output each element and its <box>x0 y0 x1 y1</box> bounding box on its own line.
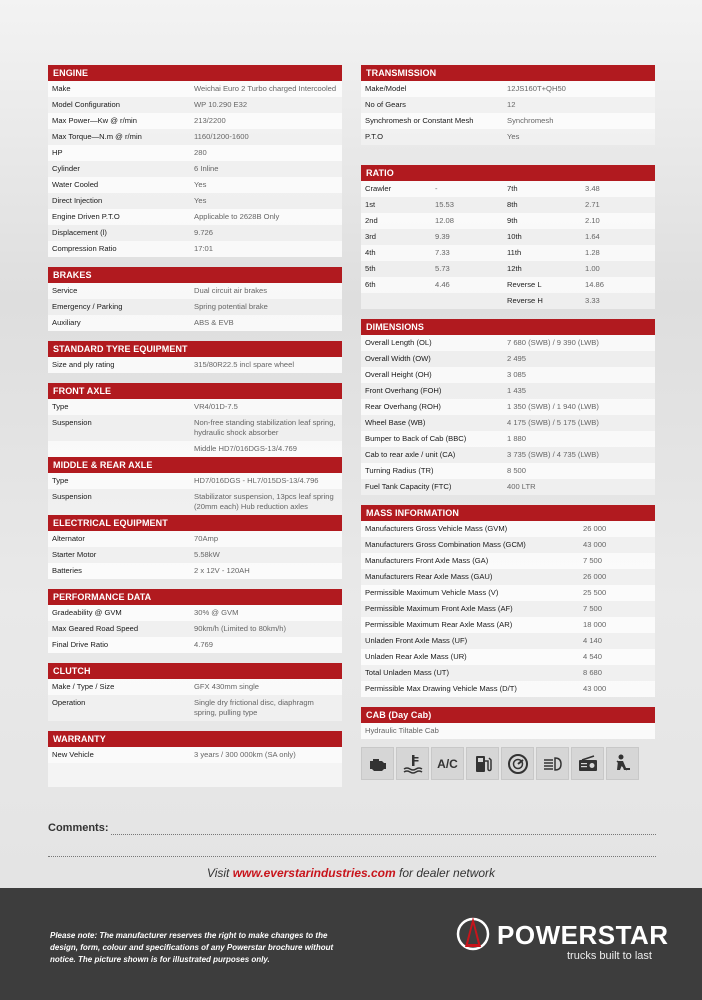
spec-row <box>361 213 655 229</box>
section-header: CLUTCH <box>48 663 342 679</box>
spec-label: Type <box>52 402 69 411</box>
section-rows <box>361 181 655 309</box>
spec-row <box>48 241 342 257</box>
spec-row <box>48 209 342 225</box>
spec-value: 400 LTR <box>507 482 536 491</box>
spec-row <box>361 335 655 351</box>
spec-label: Displacement (l) <box>52 228 107 237</box>
spec-label: Make <box>52 84 71 93</box>
ratio-value: 4.46 <box>435 280 450 289</box>
engine-icon <box>361 747 394 780</box>
spec-row <box>48 747 342 763</box>
section-rows <box>48 399 342 457</box>
spec-row <box>48 97 342 113</box>
spec-label: Wheel Base (WB) <box>365 418 426 427</box>
ratio-value: 3.33 <box>585 296 600 305</box>
spec-row <box>48 399 342 415</box>
spec-label: Bumper to Back of Cab (BBC) <box>365 434 467 443</box>
engine-section <box>48 65 342 257</box>
spec-row <box>361 277 655 293</box>
spec-value: GFX 430mm single <box>194 682 259 691</box>
section-rows <box>361 521 655 697</box>
spec-label: Unladen Rear Axle Mass (UR) <box>365 652 467 661</box>
spec-row <box>48 605 342 621</box>
tyre-section <box>48 341 342 373</box>
ratio-gear-label: 2nd <box>365 216 378 225</box>
warranty-section <box>48 731 342 787</box>
spec-row <box>48 563 342 579</box>
section-rows <box>361 81 655 145</box>
section-header: DIMENSIONS <box>361 319 655 335</box>
spec-label: Permissible Maximum Vehicle Mass (V) <box>365 588 499 597</box>
ratio-value: 1.28 <box>585 248 600 257</box>
spec-value: 90km/h (Limited to 80km/h) <box>194 624 287 633</box>
feature-icons <box>361 747 655 780</box>
dimensions-section <box>361 319 655 495</box>
spec-label: P.T.O <box>365 132 384 141</box>
spec-label: Permissible Max Drawing Vehicle Mass (D/T) <box>365 684 517 693</box>
spec-value: 7 500 <box>583 604 603 613</box>
spec-row <box>48 637 342 653</box>
spec-row <box>48 473 342 489</box>
spec-value: 8 680 <box>583 668 603 677</box>
spec-value: 2 495 <box>507 354 527 363</box>
section-header: STANDARD TYRE EQUIPMENT <box>48 341 342 357</box>
fuel-icon <box>466 747 499 780</box>
spec-value: ABS & EVB <box>194 318 234 327</box>
spec-row <box>48 441 342 457</box>
headlight-icon <box>536 747 569 780</box>
section-rows <box>48 605 342 653</box>
spec-value: Yes <box>507 132 520 141</box>
spec-row <box>48 225 342 241</box>
spec-row <box>361 113 655 129</box>
spec-row <box>48 415 342 441</box>
comments-line <box>111 834 656 835</box>
spec-value: 43 000 <box>583 684 607 693</box>
section-rows <box>48 283 342 331</box>
ratio-gear-label: Crawler <box>365 184 392 193</box>
section-header: MIDDLE & REAR AXLE <box>48 457 342 473</box>
ratio-value: 9.39 <box>435 232 450 241</box>
spec-value: Middle HD7/016DGS-13/4.769 <box>194 444 297 453</box>
spec-row <box>48 145 342 161</box>
brand-name: POWERSTAR <box>497 920 669 950</box>
spec-value: 26 000 <box>583 572 607 581</box>
spec-row <box>361 197 655 213</box>
spec-row <box>48 547 342 563</box>
spec-label: Alternator <box>52 534 85 543</box>
ratio-value: 1.64 <box>585 232 600 241</box>
spec-label: Max Geared Road Speed <box>52 624 139 633</box>
section-header: RATIO <box>361 165 655 181</box>
spec-label: Suspension <box>52 492 92 501</box>
spec-row <box>361 723 655 739</box>
spec-label: Cylinder <box>52 164 80 173</box>
spec-row <box>361 463 655 479</box>
spec-row <box>48 193 342 209</box>
section-rows <box>48 473 342 515</box>
spec-value: 1 435 <box>507 386 527 395</box>
spec-row <box>48 315 342 331</box>
spec-value: Weichai Euro 2 Turbo charged Intercooled <box>194 84 337 93</box>
spec-row <box>48 621 342 637</box>
ratio-gear-label: 6th <box>365 280 376 289</box>
spec-row <box>48 177 342 193</box>
ratio-value: 2.10 <box>585 216 600 225</box>
spec-value: 1160/1200-1600 <box>194 132 249 141</box>
spec-value: 213/2200 <box>194 116 226 125</box>
performance-section <box>48 589 342 653</box>
ratio-gear-label: Reverse H <box>507 296 543 305</box>
spec-label: Compression Ratio <box>52 244 117 253</box>
ratio-gear-label <box>361 294 435 308</box>
section-header: PERFORMANCE DATA <box>48 589 342 605</box>
spec-row <box>361 617 655 633</box>
spec-label: Type <box>52 476 69 485</box>
spec-label: HP <box>52 148 63 157</box>
spec-row <box>361 665 655 681</box>
spec-label: Synchromesh or Constant Mesh <box>365 116 474 125</box>
radio-icon <box>571 747 604 780</box>
spec-row <box>361 367 655 383</box>
ratio-value: 14.86 <box>585 280 605 289</box>
spec-label: Front Overhang (FOH) <box>365 386 442 395</box>
spec-value: Hydraulic Tiltable Cab <box>365 726 439 735</box>
spec-value: 4 140 <box>583 636 603 645</box>
spec-value: Yes <box>194 180 207 189</box>
section-header: FRONT AXLE <box>48 383 342 399</box>
tachometer-icon <box>501 747 534 780</box>
section-rows <box>48 531 342 579</box>
ratio-gear-label: 11th <box>507 248 522 257</box>
spec-value: 12JS160T+QH50 <box>507 84 566 93</box>
spec-label: Final Drive Ratio <box>52 640 109 649</box>
spec-row <box>361 479 655 495</box>
spec-label: No of Gears <box>365 100 406 109</box>
section-header: ENGINE <box>48 65 342 81</box>
spec-label: Cab to rear axle / unit (CA) <box>365 450 456 459</box>
spec-row <box>361 351 655 367</box>
spec-value: 18 000 <box>583 620 607 629</box>
spec-label: Make/Model <box>365 84 407 93</box>
spec-row <box>361 383 655 399</box>
spec-row <box>361 585 655 601</box>
section-header: TRANSMISSION <box>361 65 655 81</box>
ratio-gear-label: Reverse L <box>507 280 542 289</box>
spec-value: Applicable to 2628B Only <box>194 212 280 221</box>
section-header: BRAKES <box>48 267 342 283</box>
spec-label: New Vehicle <box>52 750 94 759</box>
spec-row <box>361 649 655 665</box>
section-rows <box>361 723 655 739</box>
spec-value: 70Amp <box>194 534 219 543</box>
spec-value: HD7/016DGS - HL7/015DS-13/4.796 <box>194 476 319 485</box>
brand-tagline: trucks built to last <box>567 950 652 962</box>
ratio-gear-label: 8th <box>507 200 518 209</box>
spec-label: Manufacturers Front Axle Mass (GA) <box>365 556 489 565</box>
spec-label: Total Unladen Mass (UT) <box>365 668 449 677</box>
spec-row <box>361 293 655 309</box>
spec-value: Synchromesh <box>507 116 554 125</box>
right-column <box>361 65 655 780</box>
spec-value: Spring potential brake <box>194 302 268 311</box>
clutch-section <box>48 663 342 721</box>
air-conditioning-icon: A/C <box>431 747 464 780</box>
spec-value: Dual circuit air brakes <box>194 286 268 295</box>
disclaimer-note: Please note: The manufacturer reserves the right to make changes to the design, form, colour and specifications of any Powerstar brochure without notice. The picture shown is for illustrated purposes only. <box>50 931 334 964</box>
spec-label: Size and ply rating <box>52 360 115 369</box>
spec-label: Fuel Tank Capacity (FTC) <box>365 482 452 491</box>
spec-label: Max Torque—N.m @ r/min <box>52 132 142 141</box>
spec-row <box>361 569 655 585</box>
spec-label: Overall Length (OL) <box>365 338 432 347</box>
spec-value: Yes <box>194 196 207 205</box>
rear-axle-section <box>48 457 342 515</box>
spec-value: 280 <box>194 148 207 157</box>
ratio-value: 5.73 <box>435 264 450 273</box>
spec-label: Water Cooled <box>52 180 99 189</box>
ratio-value: - <box>435 184 438 193</box>
ratio-gear-label: 9th <box>507 216 518 225</box>
spec-row <box>361 633 655 649</box>
spec-label: Gradeability @ GVM <box>52 608 122 617</box>
ratio-section <box>361 165 655 309</box>
electrical-section <box>48 515 342 579</box>
spec-value: 4 175 (SWB) / 5 175 (LWB) <box>507 418 599 427</box>
coolant-temperature-icon <box>396 747 429 780</box>
ratio-value: 12.08 <box>435 216 455 225</box>
spec-value: 43 000 <box>583 540 607 549</box>
spec-label: Direct Injection <box>52 196 103 205</box>
spec-label: Max Power—Kw @ r/min <box>52 116 137 125</box>
spec-label: Turning Radius (TR) <box>365 466 434 475</box>
spec-label: Manufacturers Gross Combination Mass (GCM) <box>365 540 526 549</box>
spec-value: 8 500 <box>507 466 527 475</box>
spec-row <box>361 681 655 697</box>
spec-value: 7 500 <box>583 556 603 565</box>
spec-value: 4.769 <box>194 640 214 649</box>
ratio-gear-label: 12th <box>507 264 522 273</box>
spec-label: Suspension <box>52 418 92 427</box>
comments-line <box>48 856 656 857</box>
ratio-value: 3.48 <box>585 184 600 193</box>
spec-label: Batteries <box>52 566 82 575</box>
spec-value: VR4/01D-7.5 <box>194 402 238 411</box>
comments-label: Comments: <box>48 822 109 834</box>
ratio-value: 1.00 <box>585 264 600 273</box>
spec-label: Overall Width (OW) <box>365 354 431 363</box>
spec-value: 30% @ GVM <box>194 608 239 617</box>
spec-value: 3 years / 300 000km (SA only) <box>194 750 296 759</box>
spec-row <box>48 81 342 97</box>
spec-value: 6 Inline <box>194 164 219 173</box>
spec-value: 26 000 <box>583 524 607 533</box>
spec-value: 7 680 (SWB) / 9 390 (LWB) <box>507 338 599 347</box>
cab-section <box>361 707 655 739</box>
spec-value: 3 085 <box>507 370 527 379</box>
footer <box>0 888 702 1000</box>
spec-row <box>48 489 342 515</box>
ratio-value <box>435 294 507 308</box>
section-header: MASS INFORMATION <box>361 505 655 521</box>
powerstar-logo <box>455 914 669 974</box>
website-link[interactable]: www.everstarindustries.com <box>232 866 396 880</box>
spec-label: Make / Type / Size <box>52 682 115 691</box>
spec-label: Overall Height (OH) <box>365 370 432 379</box>
spec-row <box>361 553 655 569</box>
spec-row <box>361 415 655 431</box>
ratio-value: 15.53 <box>435 200 455 209</box>
spec-value: WP 10.290 E32 <box>194 100 248 109</box>
spec-value: 25 500 <box>583 588 607 597</box>
brakes-section <box>48 267 342 331</box>
spec-value: 9.726 <box>194 228 214 237</box>
spec-row <box>48 129 342 145</box>
spec-row <box>361 81 655 97</box>
ratio-gear-label: 3rd <box>365 232 376 241</box>
transmission-section <box>361 65 655 145</box>
spec-value: 4 540 <box>583 652 603 661</box>
spec-row <box>361 431 655 447</box>
section-rows <box>48 679 342 721</box>
spec-value: 12 <box>507 100 516 109</box>
spec-row <box>48 531 342 547</box>
front-axle-section <box>48 383 342 457</box>
spec-value: 2 x 12V - 120AH <box>194 566 250 575</box>
spec-value: 1 880 <box>507 434 527 443</box>
spec-row <box>361 537 655 553</box>
spec-label: Permissible Maximum Front Axle Mass (AF) <box>365 604 513 613</box>
spec-label: Starter Motor <box>52 550 97 559</box>
spec-row <box>361 181 655 197</box>
spec-value: 17:01 <box>194 244 214 253</box>
section-rows <box>48 747 342 763</box>
mass-section <box>361 505 655 697</box>
spec-row <box>48 679 342 695</box>
spec-label: Auxiliary <box>52 318 81 327</box>
spec-row <box>48 161 342 177</box>
spec-value: 3 735 (SWB) / 4 735 (LWB) <box>507 450 599 459</box>
spec-row <box>48 113 342 129</box>
section-header: WARRANTY <box>48 731 342 747</box>
spec-value: Non-free standing stabilization leaf spring, hydraulic shock absorber <box>194 418 336 437</box>
logo-emblem-icon <box>455 914 491 954</box>
spec-label: Manufacturers Rear Axle Mass (GAU) <box>365 572 493 581</box>
spec-row <box>48 283 342 299</box>
left-column <box>48 65 342 787</box>
spec-value: Single dry frictional disc, diaphragm spring, pulling type <box>194 698 314 717</box>
spec-label <box>48 442 194 456</box>
seatbelt-icon <box>606 747 639 780</box>
spec-value: Stabilizator suspension, 13pcs leaf spring (20mm each) Hub reduction axles <box>194 492 334 511</box>
spec-label: Operation <box>52 698 86 707</box>
ratio-gear-label: 1st <box>365 200 376 209</box>
section-rows <box>361 335 655 495</box>
dealer-network-line: Visit www.everstarindustries.com for dealer network <box>206 866 496 880</box>
spec-label: Manufacturers Gross Vehicle Mass (GVM) <box>365 524 508 533</box>
spec-row <box>48 357 342 373</box>
ratio-gear-label: 4th <box>365 248 376 257</box>
spec-row <box>361 521 655 537</box>
section-header: ELECTRICAL EQUIPMENT <box>48 515 342 531</box>
spec-row <box>361 97 655 113</box>
spec-label: Rear Overhang (ROH) <box>365 402 441 411</box>
spec-row <box>361 261 655 277</box>
spec-row <box>361 245 655 261</box>
spec-row <box>361 601 655 617</box>
ratio-gear-label: 10th <box>507 232 522 241</box>
spec-row <box>361 399 655 415</box>
spec-row <box>361 447 655 463</box>
spec-row <box>361 229 655 245</box>
spec-value: 315/80R22.5 incl spare wheel <box>194 360 295 369</box>
spec-row <box>48 299 342 315</box>
ratio-value: 7.33 <box>435 248 450 257</box>
spec-label: Permissible Maximum Rear Axle Mass (AR) <box>365 620 513 629</box>
section-rows <box>48 81 342 257</box>
section-header: CAB (Day Cab) <box>361 707 655 723</box>
spec-label: Model Configuration <box>52 100 120 109</box>
spec-row <box>48 695 342 721</box>
spec-value: 1 350 (SWB) / 1 940 (LWB) <box>507 402 599 411</box>
spec-value: 5.58kW <box>194 550 220 559</box>
spec-label: Unladen Front Axle Mass (UF) <box>365 636 468 645</box>
ratio-value: 2.71 <box>585 200 600 209</box>
spec-label: Emergency / Parking <box>52 302 123 311</box>
spec-label: Service <box>52 286 78 295</box>
ratio-gear-label: 7th <box>507 184 518 193</box>
spec-row <box>361 129 655 145</box>
section-rows <box>48 357 342 373</box>
spec-label: Engine Driven P.T.O <box>52 212 120 221</box>
ratio-gear-label: 5th <box>365 264 376 273</box>
